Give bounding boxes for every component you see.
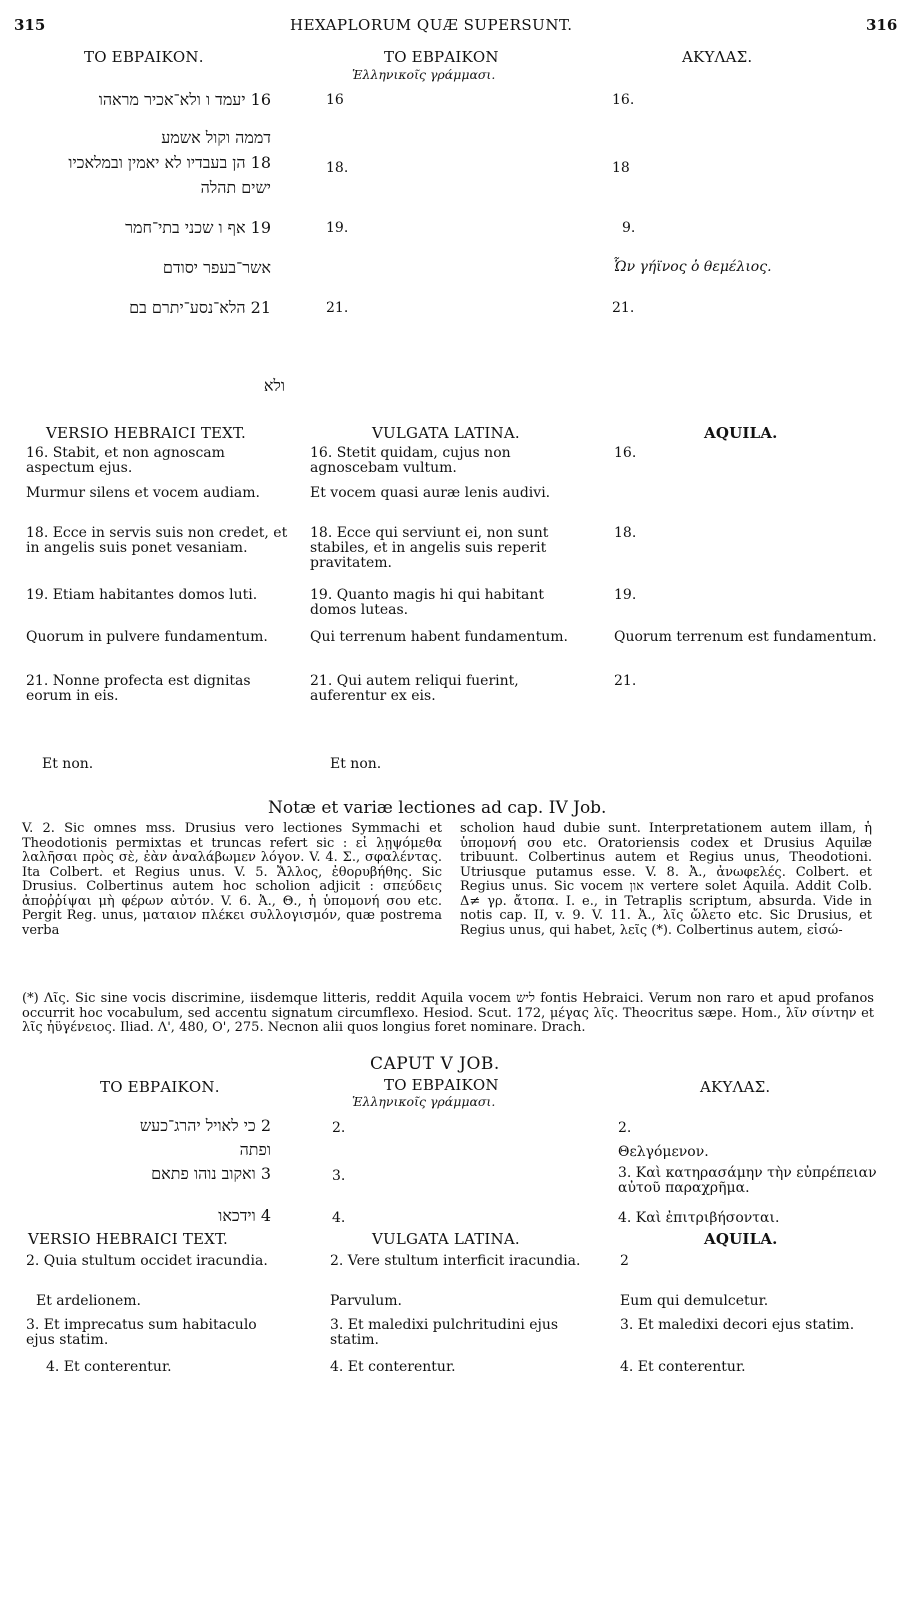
heb-line: אשר־בעפר יסודם bbox=[162, 258, 271, 277]
versio-cell: 16. Stabit, et non agnoscam aspectum ejus. bbox=[26, 445, 225, 476]
versio-cell: 18. Ecce in servis suis non credet, et in angelis suis ponet vesaniam. bbox=[26, 525, 288, 556]
aquila-cell: Ὧν γήϊνος ὁ θεμέλιος. bbox=[613, 259, 772, 275]
vulgata-cell: 4. Et conterentur. bbox=[330, 1359, 456, 1375]
heb-line: ופתה bbox=[239, 1140, 271, 1159]
versio-cell: 3. Et imprecatus sum habitaculo ejus statim. bbox=[26, 1317, 257, 1348]
aquila-cell: 16. bbox=[614, 445, 637, 461]
vulgata-cell: 19. Quanto magis hi qui habitant domos luteas. bbox=[310, 587, 545, 618]
col-head-vulgata: VULGATA LATINA. bbox=[372, 1230, 520, 1248]
verse-number: 16 bbox=[326, 92, 344, 108]
heb-line: דממה וקול אשמע bbox=[161, 128, 271, 147]
versio-cell: Murmur silens et vocem audiam. bbox=[26, 485, 260, 501]
versio-cell: 2. Quia stultum occidet iracundia. bbox=[26, 1253, 268, 1269]
verse-number: 2. bbox=[332, 1120, 346, 1136]
verse-number: 21. bbox=[326, 300, 349, 316]
vulgata-cell: 21. Qui autem reliqui fuerint, auferentur ex eis. bbox=[310, 673, 519, 704]
vulgata-cell: 18. Ecce qui serviunt ei, non sunt stabiles, et in angelis suis reperit pravitatem. bbox=[310, 525, 549, 571]
col-head-hebraikon-greek: ΤΟ ΕΒΡΑΙΚΟΝ bbox=[384, 48, 499, 66]
versio-cell: 4. Et conterentur. bbox=[46, 1359, 172, 1375]
aquila-cell: 2 bbox=[620, 1253, 629, 1269]
versio-cell: Quorum in pulvere fundamentum. bbox=[26, 629, 268, 645]
aquila-cell: Θελγόμενον. bbox=[618, 1144, 709, 1160]
heb-extra: ולא bbox=[263, 376, 285, 395]
aquila-cell: Eum qui demulcetur. bbox=[620, 1293, 769, 1309]
col-head-versio: VERSIO HEBRAICI TEXT. bbox=[46, 424, 247, 442]
heb-line: 18 הן בעבדיו לא יאמין ובמלאכיו bbox=[68, 153, 271, 172]
col-head-aquila: AQUILA. bbox=[704, 424, 778, 442]
running-title: HEXAPLORUM QUÆ SUPERSUNT. bbox=[290, 16, 573, 34]
aquila-cell: 9. bbox=[622, 220, 636, 236]
aquila-cell: 4. Καὶ ἐπιτριβήσονται. bbox=[618, 1210, 780, 1226]
notes-left-column: V. 2. Sic omnes mss. Drusius vero lectiones Symmachi et Theodotionis permixtas et truncas refert sic : εἰ λῃψόμεθα λαλῆσαι πρὸς σὲ, ἐὰν ἀναλάβωμεν λόγον. V. 4. Σ., σφαλέντας. Ita Colbert. et Regius unus. V. 5. Ἄλλος, ἐθορυβήθης. Sic Drusius. Colbertinus autem hoc scholion adjicit : σπεύδεις ἀποῤῥίψαι μὴ φέρων αὐτόν. V. 6. Ἀ., Θ., ἡ ὑπομονή σου etc. Pergit Reg. unus, ματαιον πλέκει συλλογισμόν, quæ postrema verba bbox=[22, 821, 442, 938]
heb-line: 19 אף ו שכני בתי־חמר bbox=[125, 218, 271, 237]
aquila-cell: 18 bbox=[612, 160, 630, 176]
page-number-right: 316 bbox=[866, 16, 898, 34]
versio-cell: 19. Etiam habitantes domos luti. bbox=[26, 587, 258, 603]
vulgata-cell: Qui terrenum habent fundamentum. bbox=[310, 629, 568, 645]
vulgata-cell: 3. Et maledixi pulchritudini ejus statim. bbox=[330, 1317, 559, 1348]
heb-line: 16 יעמד ו ולא־אכיר מראהו bbox=[98, 90, 271, 109]
col-head-hebraikon: ΤΟ ΕΒΡΑΙΚΟΝ. bbox=[84, 48, 204, 66]
col-head-aquila: AQUILA. bbox=[704, 1230, 778, 1248]
footnote: (*) Λῖς. Sic sine vocis discrimine, iisdemque litteris, reddit Aquila vocem ליש fontis Hebraici. Verum non raro et apud profanos occurrit hoc vocabulum, sed accentu signatum circumflexo. Hesiod. Scut. 172, μέγας λῖς. Theocritus sæpe. Hom., λῖν σίντην et λῖς ἠϋγένειος. Iliad. Λ', 480, Ο', 275. Necnon alii quos longius foret nominare. Drach. bbox=[22, 991, 874, 1035]
versio-cell: Et ardelionem. bbox=[36, 1293, 141, 1309]
heb-line: 21 הלא־נסע־יתרם בם bbox=[129, 298, 271, 317]
col-head-vulgata: VULGATA LATINA. bbox=[372, 424, 520, 442]
vulgata-cell: 16. Stetit quidam, cujus non agnoscebam vultum. bbox=[310, 445, 511, 476]
aquila-cell: 3. Καὶ κατηρασάμην τὴν εὐπρέπειαν αὐτοῦ παραχρῆμα. bbox=[618, 1165, 877, 1196]
aquila-cell: 21. bbox=[614, 673, 637, 689]
col-head-hebraikon-greek: ΤΟ ΕΒΡΑΙΚΟΝ bbox=[384, 1076, 499, 1094]
col-subhead-greek-letters: Ἑλληνικοῖς γράμμασι. bbox=[352, 1094, 496, 1109]
col-head-hebraikon: ΤΟ ΕΒΡΑΙΚΟΝ. bbox=[100, 1078, 220, 1096]
aquila-cell: 3. Et maledixi decori ejus statim. bbox=[620, 1317, 855, 1333]
heb-line: 4 וידכאו bbox=[218, 1206, 271, 1225]
vulgata-cell: Parvulum. bbox=[330, 1293, 402, 1309]
verse-number: 18. bbox=[326, 160, 349, 176]
et-non-mid: Et non. bbox=[330, 756, 382, 772]
aquila-cell: 19. bbox=[614, 587, 637, 603]
et-non-left: Et non. bbox=[42, 756, 94, 772]
col-head-akylas: ΑΚΥΛΑΣ. bbox=[682, 48, 753, 66]
aquila-cell: 2. bbox=[618, 1120, 632, 1136]
aquila-cell: 4. Et conterentur. bbox=[620, 1359, 746, 1375]
chapter-title: CAPUT V JOB. bbox=[370, 1054, 500, 1074]
heb-line: 3 ואקוב נוהו פתאם bbox=[151, 1164, 271, 1183]
notes-right-column: scholion haud dubie sunt. Interpretationem autem illam, ἡ ὑπομονή σου etc. Oratoriensis codex et Drusius Aquilæ tribuunt. Colbertinus autem et Regius unus, Theodotioni. Utriusque putamus esse. V. 8. Ἀ., ἀνωφελές. Colbert. et Regius unus. Sic vocem און vertere solet Aquila. Addit Colb. Δ≠ γρ. ἄτοπα. I. e., in Tetraplis scriptum, absurda. Vide in notis cap. II, v. 9. V. 11. Ἀ., λῖς ὤλετο etc. Sic Drusius, et Regius unus, qui habet, λεῖς (*). Colbertinus autem, εἰσώ- bbox=[460, 821, 872, 938]
verse-number: 4. bbox=[332, 1210, 346, 1226]
notes-title: Notæ et variæ lectiones ad cap. IV Job. bbox=[268, 798, 607, 818]
verse-number: 19. bbox=[326, 220, 349, 236]
aquila-cell: 18. bbox=[614, 525, 637, 541]
vulgata-cell: 2. Vere stultum interficit iracundia. bbox=[330, 1253, 581, 1269]
col-head-akylas: ΑΚΥΛΑΣ. bbox=[700, 1078, 771, 1096]
vulgata-cell: Et vocem quasi auræ lenis audivi. bbox=[310, 485, 551, 501]
aquila-cell: 16. bbox=[612, 92, 635, 108]
verse-number: 3. bbox=[332, 1168, 346, 1184]
aquila-cell: 21. bbox=[612, 300, 635, 316]
col-subhead-greek-letters: Ἑλληνικοῖς γράμμασι. bbox=[352, 67, 496, 82]
heb-line: 2 כי לאויל יהרג־כעש bbox=[139, 1116, 271, 1135]
col-head-versio: VERSIO HEBRAICI TEXT. bbox=[28, 1230, 229, 1248]
page-number-left: 315 bbox=[14, 16, 46, 34]
heb-line: ישים תהלה bbox=[200, 178, 271, 197]
aquila-cell: Quorum terrenum est fundamentum. bbox=[614, 629, 877, 645]
versio-cell: 21. Nonne profecta est dignitas eorum in eis. bbox=[26, 673, 251, 704]
